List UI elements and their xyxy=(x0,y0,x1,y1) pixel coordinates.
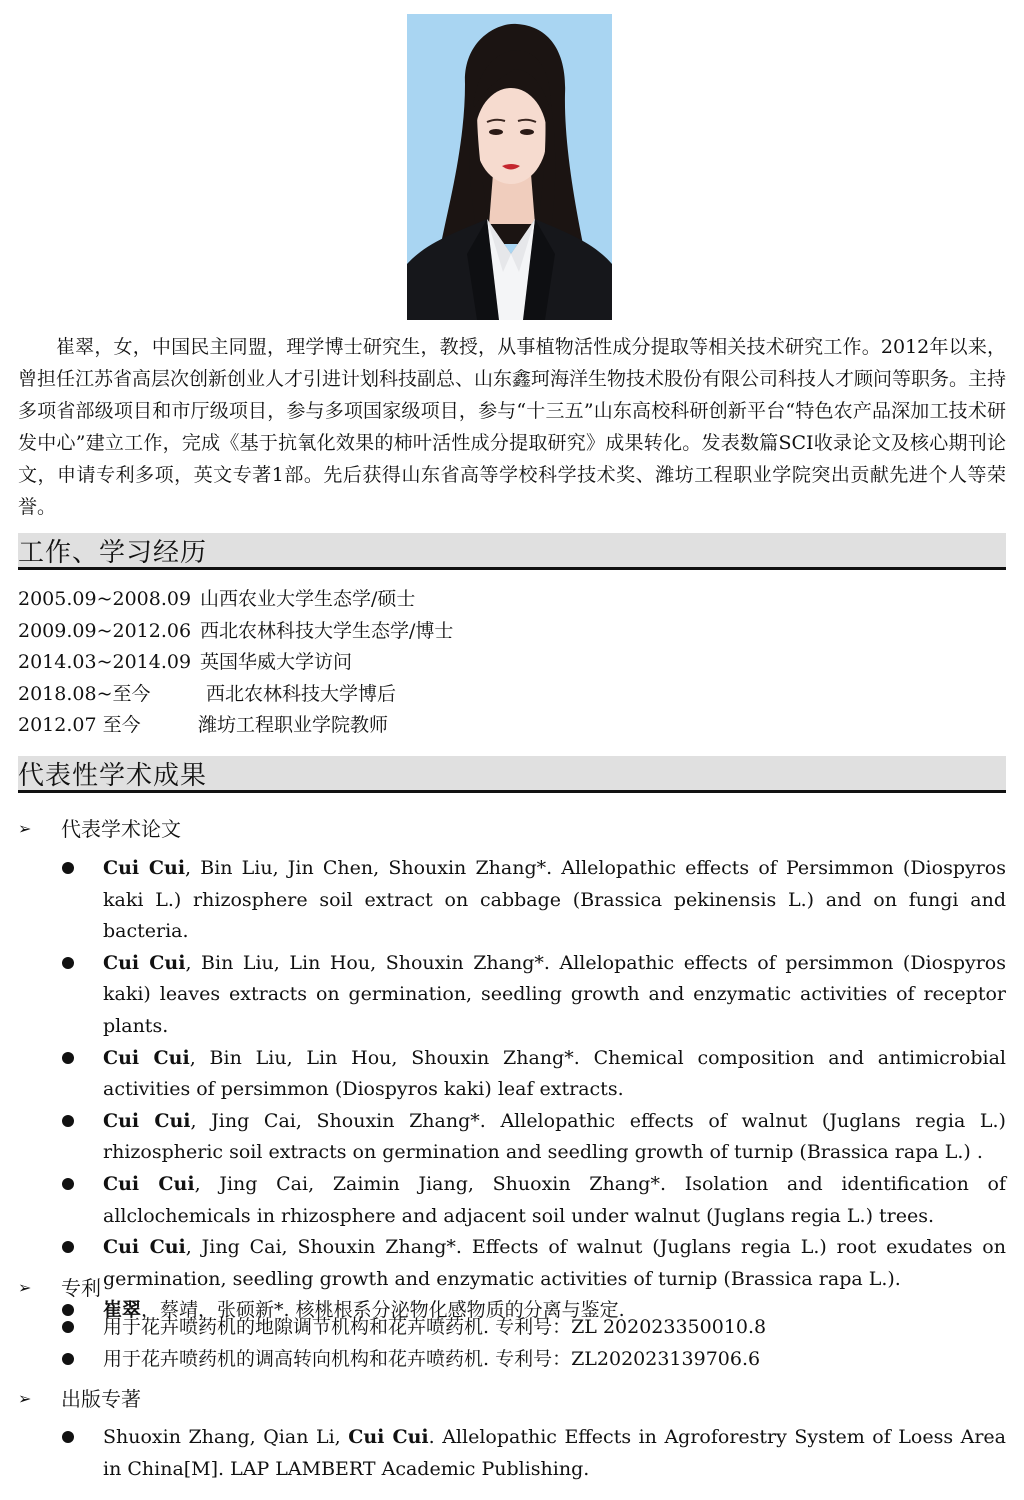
paper-item xyxy=(60,853,1006,948)
paper-author: Cui Cui xyxy=(103,1172,195,1195)
bullet-dot-icon xyxy=(62,1115,74,1127)
arrow-bullet-icon: ➢ xyxy=(18,1389,32,1408)
education-date: 2005.09~2008.09 xyxy=(18,588,192,610)
education-date: 2012.07 至今 xyxy=(18,714,141,736)
book-coauthors: Shuoxin Zhang, Qian Li, xyxy=(103,1426,349,1448)
paper-author: Cui Cui xyxy=(103,951,186,974)
paper-citation: , Jing Cai, Shouxin Zhang*. Effects of walnut (Juglans regia L.) root exudates on germination, seedling growth and enzymatic activities of turnip (Brassica rapa L.). xyxy=(103,1236,1006,1290)
bullet-dot-icon xyxy=(62,1353,74,1365)
portrait-photo xyxy=(407,14,612,320)
section-header-achievements xyxy=(18,756,1006,793)
patent-text: 用于花卉喷药机的地隙调节机构和花卉喷药机. 专利号：ZL 202023350010.8 xyxy=(103,1316,767,1338)
paper-citation: , Jing Cai, Zaimin Jiang, Shuoxin Zhang*. Isolation and identification of allclochemicals in rhizosphere and adjacent soil under walnut (Juglans regia L.) trees. xyxy=(103,1172,1006,1227)
education-row xyxy=(18,584,1006,616)
patent-item xyxy=(60,1344,1006,1376)
education-row xyxy=(18,616,1006,648)
subsection-label: 出版专著 xyxy=(61,1387,141,1411)
education-desc: 英国华威大学访问 xyxy=(200,651,353,673)
education-desc: 西北农林科技大学生态学/博士 xyxy=(200,619,454,642)
paper-citation: ，蔡靖，张硕新*. 核桃根系分泌物化感物质的分离与鉴定. xyxy=(141,1299,625,1322)
education-row xyxy=(18,647,1006,679)
papers-list xyxy=(60,853,1006,1327)
paper-author: Cui Cui xyxy=(103,857,186,879)
patents-list xyxy=(60,1312,1006,1375)
book-item xyxy=(60,1422,1006,1485)
paper-author: 崔翠 xyxy=(103,1299,142,1322)
paper-item xyxy=(60,1106,1006,1169)
paper-item xyxy=(60,948,1006,1043)
patent-text: 用于花卉喷药机的调高转向机构和花卉喷药机. 专利号：ZL202023139706.6 xyxy=(103,1347,761,1370)
subsection-label: 专利 xyxy=(61,1276,101,1300)
paper-citation: , Bin Liu, Lin Hou, Shouxin Zhang*. Allelopathic effects of persimmon (Diospyros kaki) leaves extracts on germination, seedling growth and enzymatic activities of receptor plants. xyxy=(103,951,1006,1037)
paper-author: Cui Cui xyxy=(103,1236,186,1259)
education-desc: 山西农业大学生态学/硕士 xyxy=(200,588,416,610)
books-list xyxy=(60,1422,1006,1485)
paper-author: Cui Cui xyxy=(103,1046,190,1069)
subsection-label: 代表学术论文 xyxy=(61,817,181,841)
bullet-dot-icon xyxy=(62,1241,74,1253)
section-header-education xyxy=(18,533,1006,570)
paper-citation: , Jing Cai, Shouxin Zhang*. Allelopathic effects of walnut (Juglans regia L.) rhizospheric soil extracts on germination and seedling growth of turnip (Brassica rapa L.) . xyxy=(103,1109,1006,1164)
section-title: 工作、学习经历 xyxy=(18,538,208,568)
book-author: Cui Cui xyxy=(348,1426,429,1448)
bullet-dot-icon xyxy=(62,1431,74,1443)
bullet-dot-icon xyxy=(62,1321,74,1333)
bullet-dot-icon xyxy=(62,862,74,874)
bullet-dot-icon xyxy=(62,1052,74,1064)
paper-item xyxy=(60,1169,1006,1232)
education-date: 2009.09~2012.06 xyxy=(18,619,192,642)
paper-citation: , Bin Liu, Jin Chen, Shouxin Zhang*. Allelopathic effects of Persimmon (Diospyros kaki L.) rhizosphere soil extract on cabbage (Brassica pekinensis L.) and on fungi and bacteria. xyxy=(103,857,1006,943)
section-title: 代表性学术成果 xyxy=(18,761,208,791)
education-row xyxy=(18,710,1006,742)
intro-paragraph: 崔翠，女，中国民主同盟，理学博士研究生，教授，从事植物活性成分提取等相关技术研究工作。2012年以来，曾担任江苏省高层次创新创业人才引进计划科技副总、山东鑫珂海洋生物技术股份有限公司科技人才顾问等职务。主持多项省部级项目和市厅级项目，参与多项国家级项目，参与“十三五”山东高校科研创新平台“特色农产品深加工技术研发中心”建立工作，完成《基于抗氧化效果的柿叶活性成分提取研究》成果转化。发表数篇SCI收录论文及核心期刊论文，申请专利多项，英文专著1部。先后获得山东省高等学校科学技术奖、潍坊工程职业学院突出贡献先进个人等荣誉。 xyxy=(18,336,1007,518)
education-row xyxy=(18,679,1006,711)
paper-citation: , Bin Liu, Lin Hou, Shouxin Zhang*. Chemical composition and antimicrobial activities of persimmon (Diospyros kaki) leaf extracts. xyxy=(103,1046,1006,1101)
paper-item xyxy=(60,1232,1006,1295)
portrait-illustration xyxy=(407,14,612,320)
education-date: 2014.03~2014.09 xyxy=(18,651,192,673)
paper-author: Cui Cui xyxy=(103,1109,191,1132)
patent-item xyxy=(60,1312,1006,1344)
arrow-bullet-icon: ➢ xyxy=(18,819,32,838)
paper-item xyxy=(60,1043,1006,1106)
education-list xyxy=(18,584,1006,742)
book-citation: . Allelopathic Effects in Agroforestry System of Loess Area in China[M]. LAP LAMBERT Academic Publishing. xyxy=(103,1426,1006,1480)
education-desc: 潍坊工程职业学院教师 xyxy=(198,714,389,736)
bullet-dot-icon xyxy=(62,957,74,969)
education-desc: 西北农林科技大学博后 xyxy=(206,682,397,705)
arrow-bullet-icon: ➢ xyxy=(18,1278,32,1297)
bullet-dot-icon xyxy=(62,1178,74,1190)
education-date: 2018.08~至今 xyxy=(18,682,151,705)
